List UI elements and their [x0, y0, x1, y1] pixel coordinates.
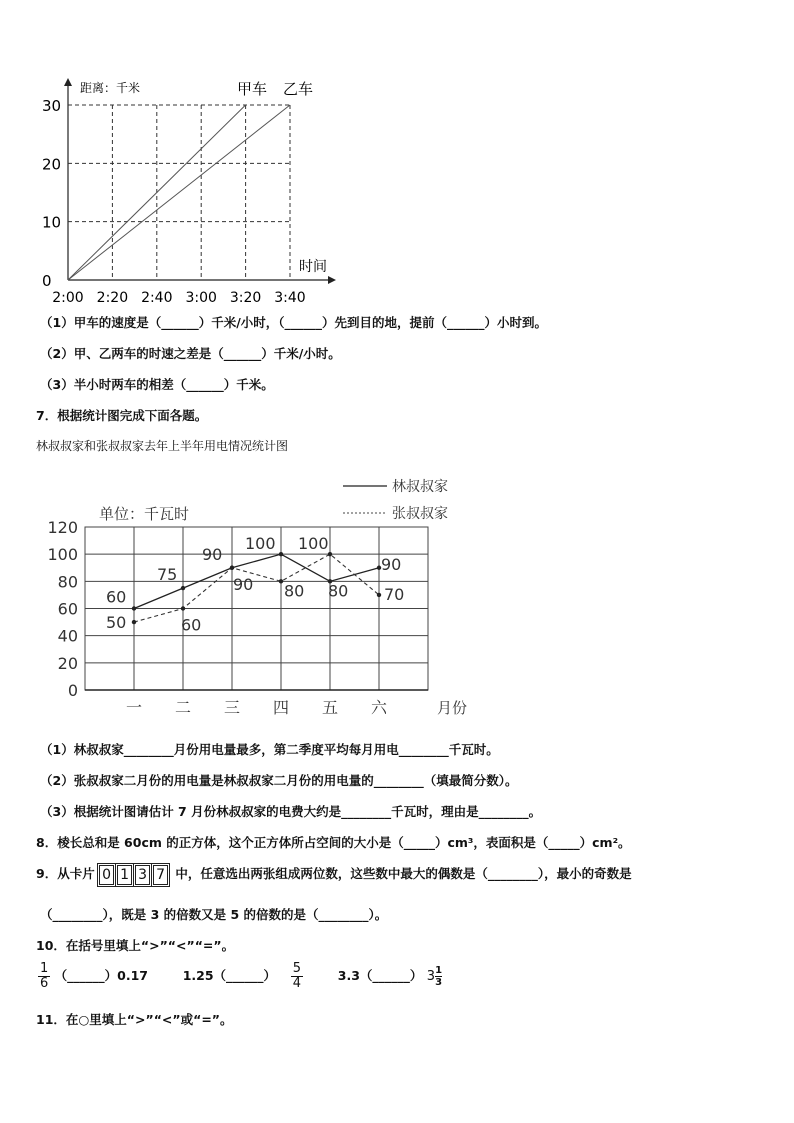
- chart2-unit-label: 单位：千瓦时: [99, 505, 190, 523]
- q10-title: 10．在括号里填上“>”“<”“=”。: [36, 938, 235, 953]
- chart1-xlabel: 时间: [299, 259, 327, 275]
- lin-data-label: 75: [157, 565, 178, 585]
- chart2-x-tick: 六: [370, 698, 388, 717]
- q10-items: [38, 962, 442, 991]
- zhang-data-label: 60: [181, 615, 202, 635]
- chart1-x-tick: 3:40: [274, 290, 306, 306]
- card-3: 3: [135, 865, 150, 885]
- zhang-point: [377, 593, 381, 597]
- q7-sub3: （3）根据统计图请估计 7 月份林叔叔家的电费大约是________千瓦时，理由是________。: [40, 804, 542, 819]
- legend-dashed-label: 张叔叔家: [392, 506, 448, 522]
- chart1-y-arrow: [64, 78, 72, 86]
- chart1-y-tick: 10: [42, 213, 62, 232]
- chart2-x-tick: 五: [321, 698, 339, 717]
- q7-chart-title: 林叔叔家和张叔叔家去年上半年用电情况统计图: [36, 439, 289, 453]
- chart2-y-tick: 20: [57, 653, 78, 673]
- q10-c-left: 3.3（______）: [337, 968, 423, 983]
- electricity-chart: [0, 470, 794, 725]
- zhang-point: [279, 579, 283, 583]
- q6-sub2: （2）甲、乙两车的时速之差是（______）千米/小时。: [40, 346, 341, 361]
- lin-data-label: 90: [202, 544, 223, 564]
- chart1-x-arrow: [328, 276, 336, 284]
- distance-time-chart: [0, 0, 794, 310]
- q9-line1: [36, 864, 632, 885]
- q9-prefix: 9．从卡片: [36, 866, 95, 881]
- chart2-y-tick: 120: [47, 518, 78, 537]
- zhang-point: [181, 606, 185, 610]
- series-label-yi: 乙车: [283, 80, 314, 98]
- mixed-number-int: 3: [426, 969, 436, 984]
- chart1-grid: [64, 78, 336, 284]
- lin-data-label: 90: [381, 554, 402, 574]
- chart1-y-tick: 0: [42, 272, 52, 290]
- zhang-point: [230, 566, 234, 570]
- lin-point: [132, 606, 136, 610]
- lin-data-label: 80: [328, 581, 349, 601]
- chart1-x-tick: 3:00: [185, 290, 217, 306]
- chart2-xlabel: 月份: [437, 699, 468, 717]
- chart2-y-tick: 40: [57, 626, 78, 646]
- fraction-1-3: $\frac{1}{3}$: [435, 965, 443, 988]
- lin-data-label: 60: [106, 587, 127, 607]
- q6-sub1: （1）甲车的速度是（______）千米/小时，（______）先到目的地，提前（______）小时到。: [40, 315, 548, 330]
- zhang-data-label: 70: [384, 584, 405, 604]
- card-1: 1: [117, 865, 132, 885]
- q10-a-rest: （______）0.17: [54, 968, 148, 983]
- chart1-x-tick: 3:20: [229, 290, 262, 306]
- q9-line2: （________），既是 3 的倍数又是 5 的倍数的是（________）。: [40, 907, 388, 922]
- q7-sub2: （2）张叔叔家二月份的用电量是林叔叔家二月份的用电量的________（填最简分数）。: [40, 773, 518, 788]
- q6-sub3: （3）半小时两车的相差（______）千米。: [40, 377, 274, 392]
- chart2-y-tick: 100: [47, 545, 78, 565]
- chart2-y-tick: 80: [57, 572, 78, 592]
- zhang-data-label: 90: [233, 574, 254, 594]
- chart1-x-tick: 2:00: [52, 290, 84, 306]
- lin-point: [181, 586, 185, 590]
- chart2-y-tick: 60: [57, 599, 78, 619]
- series-label-jia: 甲车: [237, 80, 268, 98]
- chart1-series: [68, 105, 290, 280]
- zhang-data-label: 50: [106, 613, 127, 633]
- card-7: 7: [153, 865, 168, 885]
- chart2-x-tick: 二: [174, 698, 192, 717]
- zhang-point: [132, 620, 136, 624]
- fraction-5-4: $\frac{5}{4}$: [292, 961, 302, 991]
- zhang-data-label: 80: [284, 581, 305, 601]
- chart2-x-tick: 三: [223, 698, 241, 717]
- q7-title: 7．根据统计图完成下面各题。: [36, 408, 208, 423]
- q8-text: 8．棱长总和是 60cm 的正方体，这个正方体所占空间的大小是（_____）cm³，表面积是（_____）cm²。: [36, 835, 631, 850]
- legend-solid-label: 林叔叔家: [392, 479, 448, 495]
- q10-b-left: 1.25（______）: [182, 968, 277, 983]
- fraction-1-6: $\frac{1}{6}$: [40, 961, 49, 991]
- zhang-data-label: 100: [298, 534, 329, 554]
- lin-data-label: 100: [245, 534, 276, 554]
- chart2-x-tick: 一: [125, 698, 143, 717]
- lin-point: [279, 552, 283, 556]
- q11-title: 11．在○里填上“>”“<”或“=”。: [36, 1012, 233, 1027]
- chart2-x-tick: 四: [272, 698, 290, 717]
- card-0: 0: [99, 865, 114, 885]
- chart2-y-tick: 0: [67, 681, 78, 700]
- q9-suffix: 中，任意选出两张组成两位数，这些数中最大的偶数是（________），最小的奇数是: [175, 866, 632, 881]
- chart1-x-tick: 2:20: [96, 290, 129, 306]
- chart1-ylabel: 距离：千米: [80, 81, 141, 95]
- chart1-y-tick: 20: [42, 155, 62, 174]
- series-line-yi: [68, 105, 290, 280]
- chart1-y-tick: 30: [42, 97, 62, 115]
- q7-sub1: （1）林叔叔家________月份用电量最多，第二季度平均每月用电________千瓦时。: [40, 742, 499, 757]
- chart1-x-tick: 2:40: [141, 290, 173, 306]
